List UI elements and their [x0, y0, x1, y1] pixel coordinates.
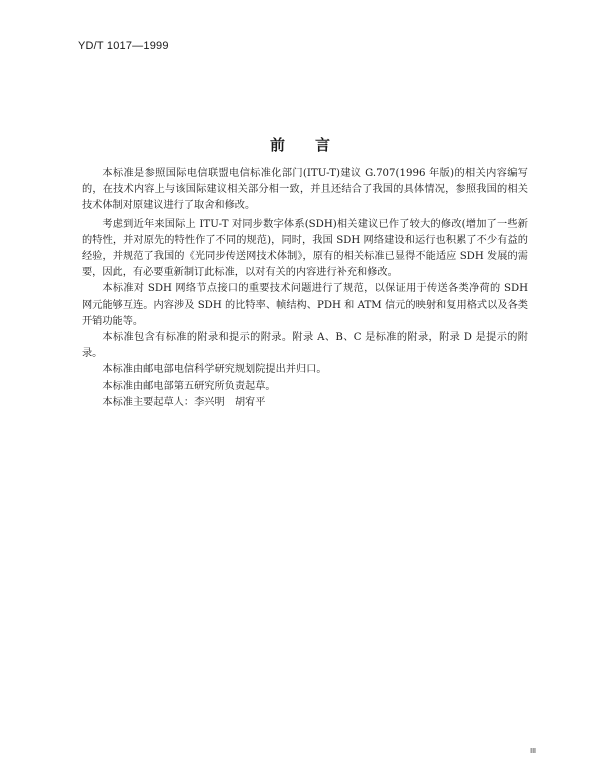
- paragraph-3: 本标准对 SDH 网络节点接口的重要技术问题进行了规范，以保证用于传送各类净荷的 SDH 网元能够互连。内容涉及 SDH 的比特率、帧结构、PDH 和 ATM 信元的映射和复用格式以及各类开销功能等。: [82, 283, 528, 327]
- document-body: [82, 166, 528, 411]
- paragraph-4: 本标准包含有标准的附录和提示的附录。附录 A、B、C 是标准的附录，附录 D 是提示的附录。: [82, 332, 528, 360]
- page-number: III: [530, 748, 536, 755]
- document-code: YD/T 1017—1999: [78, 40, 169, 52]
- paragraph-7: 本标准主要起草人：李兴明 胡宥平: [102, 396, 266, 408]
- paragraph-1: 本标准是参照国际电信联盟电信标准化部门(ITU-T)建议 G.707(1996 年版)的相关内容编写的，在技术内容上与该国际建议相关部分相一致，并且还结合了我国的具体情况，参照我国的相关技术体制对原建议进行了取舍和修改。: [82, 168, 528, 212]
- paragraph-5: 本标准由邮电部电信科学研究规划院提出并归口。: [102, 364, 327, 376]
- paragraph-6: 本标准由邮电部第五研究所负责起草。: [102, 380, 276, 392]
- section-title: 前言: [269, 136, 360, 154]
- paragraph-2: 考虑到近年来国际上 ITU-T 对同步数字体系(SDH)相关建议已作了较大的修改(增加了一些新的特性，并对原先的特性作了不同的规范)，同时，我国 SDH 网络建设和运行也积累了不少有益的经验，并规范了我国的《光同步传送网技术体制》，原有的相关标准已显得不能适应 SDH 发展的需要，因此，有必要重新制订此标准，以对有关的内容进行补充和修改。: [82, 218, 528, 279]
